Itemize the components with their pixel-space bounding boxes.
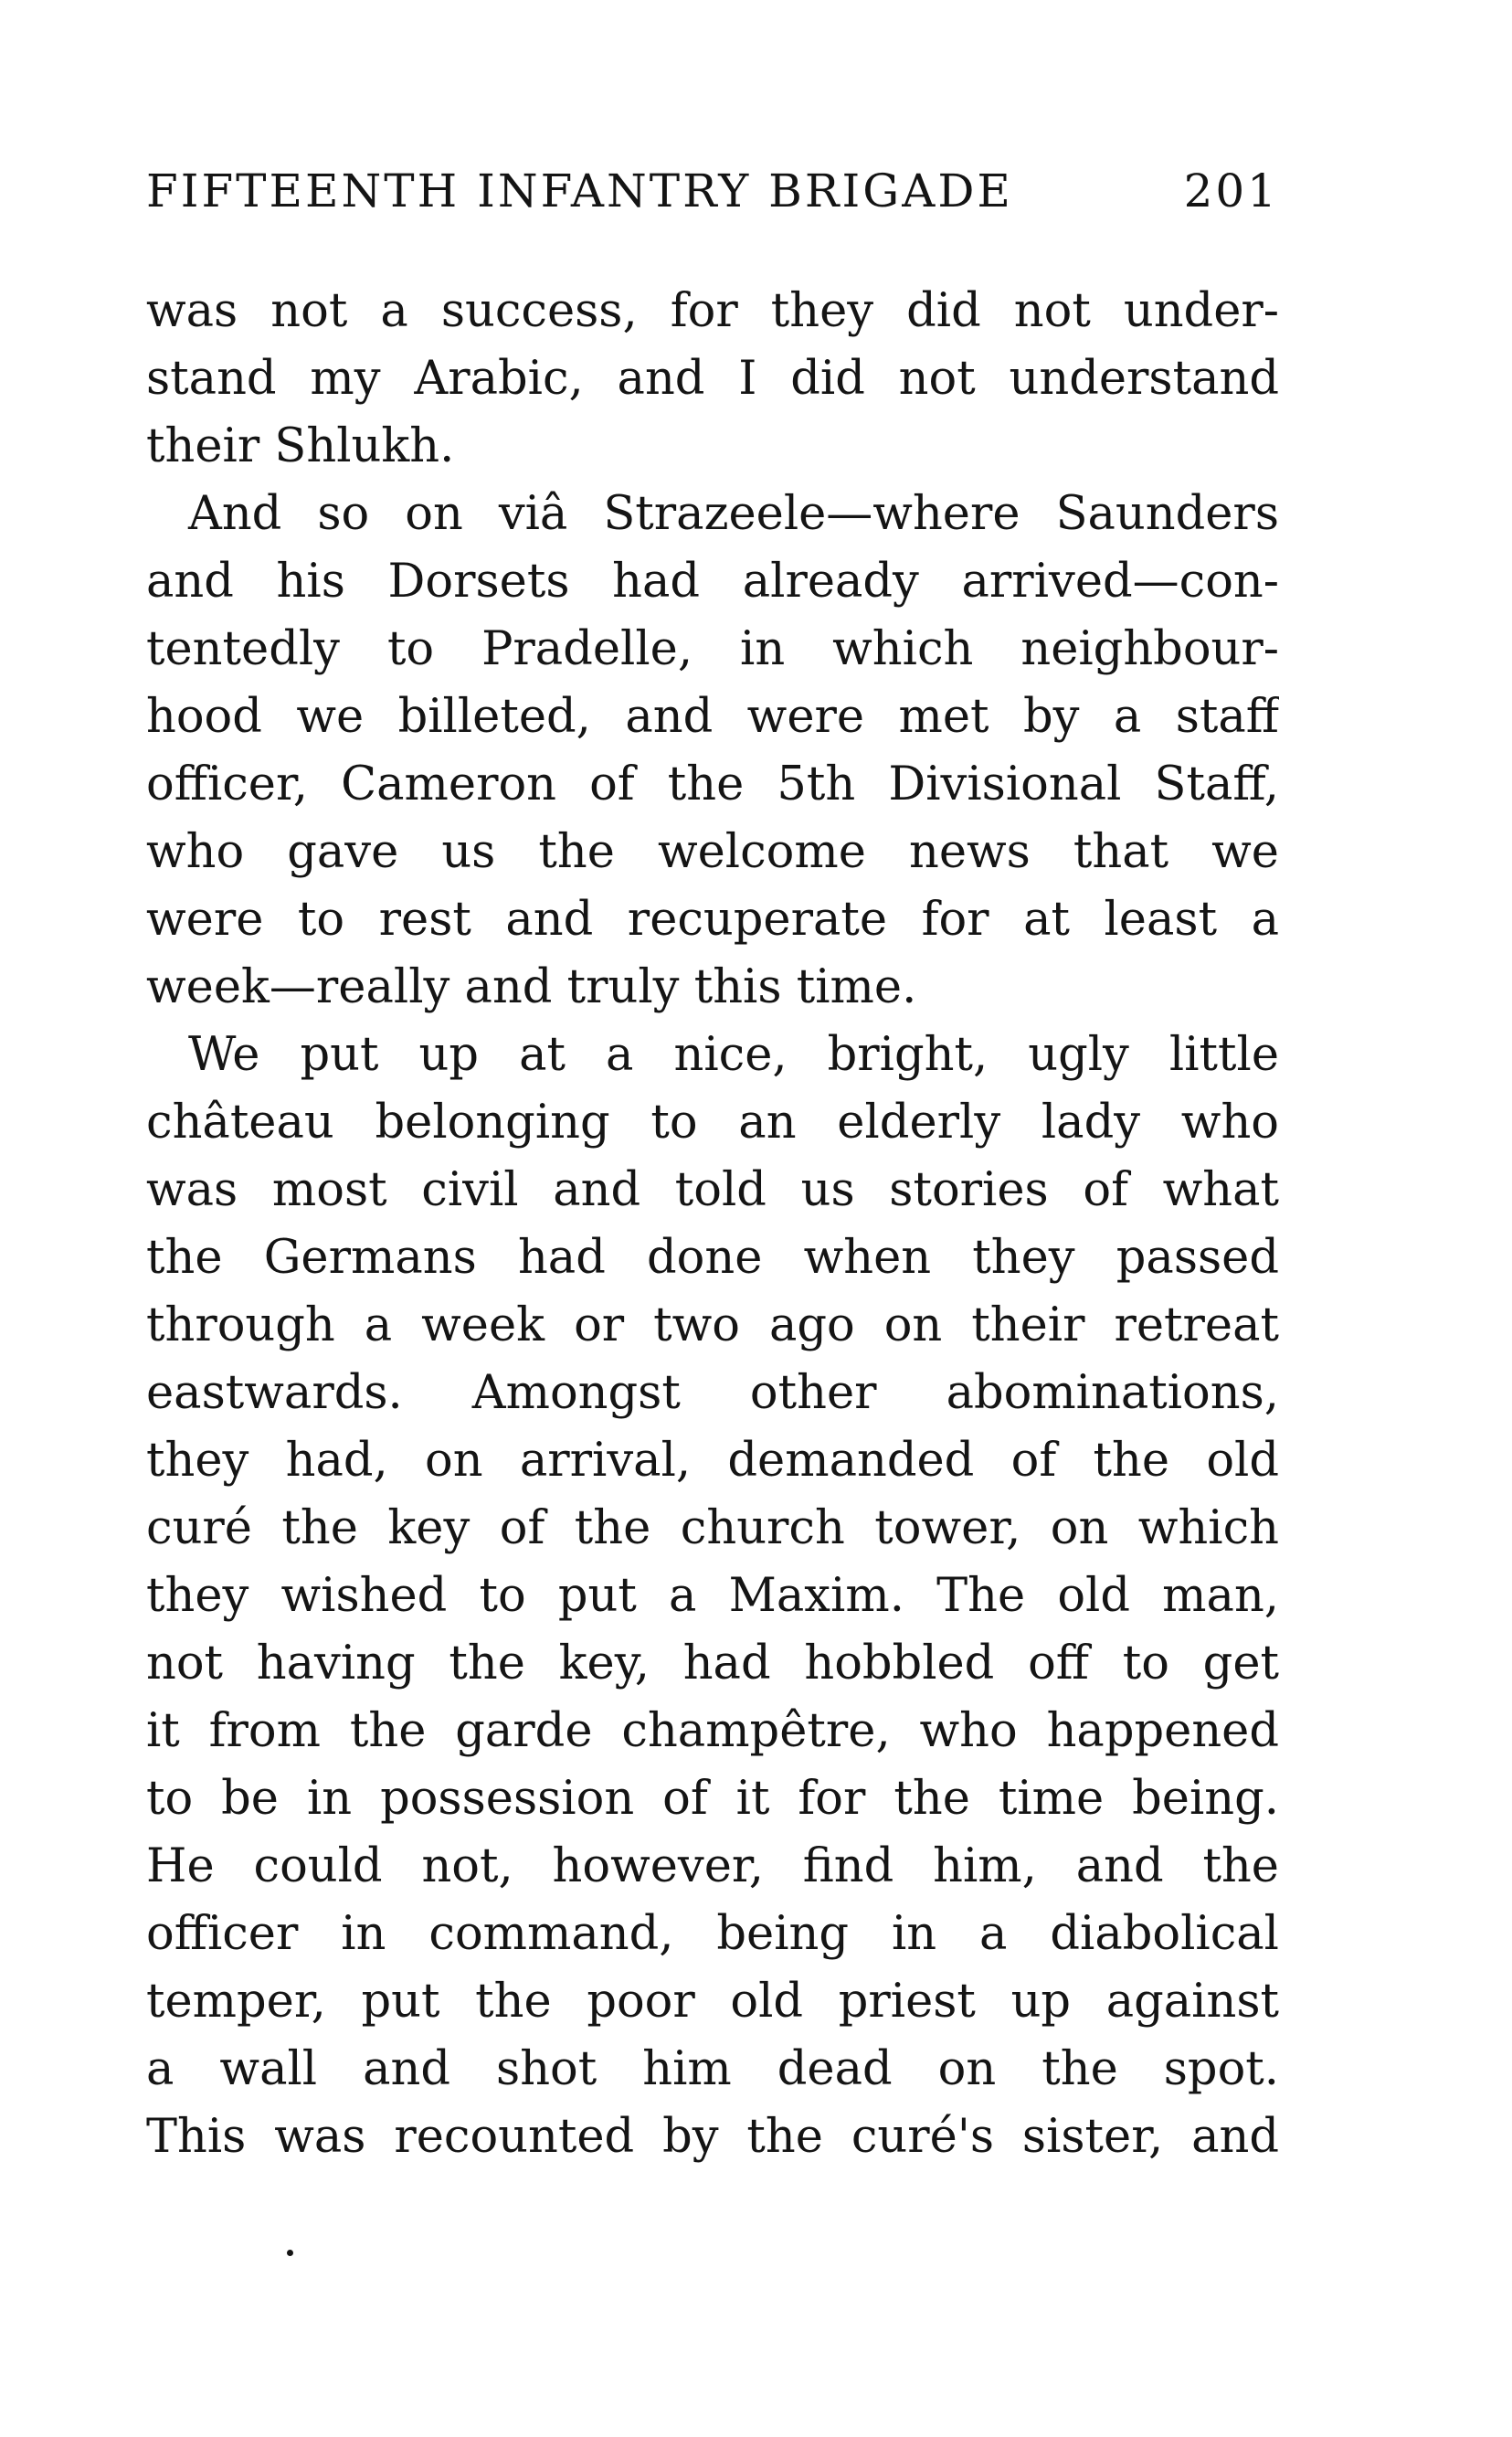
text-line: who gave us the welcome news that we [146,825,1279,879]
signature-mark-dot [287,2250,293,2256]
text-line: hood we billeted, and were met by a staff [146,690,1279,744]
text-line: He could not, however, find him, and the [146,1839,1279,1893]
text-line: We put up at a nice, bright, ugly little [188,1028,1279,1082]
text-line: was most civil and told us stories of what [146,1163,1279,1217]
text-line: This was recounted by the curé's sister, and [146,2110,1279,2164]
text-line: officer, Cameron of the 5th Divisional Staff, [146,758,1279,811]
text-line: were to rest and recuperate for at least a [146,893,1279,947]
text-line: week—really and truly this time. [146,960,917,1014]
page-number: 201 [1183,164,1279,217]
text-line: curé the key of the church tower, on which [146,1501,1279,1555]
body-text [146,278,1279,2171]
text-line: their Shlukh. [146,419,455,473]
text-line: not having the key, had hobbled off to get [146,1637,1279,1690]
text-line: through a week or two ago on their retreat [146,1298,1279,1352]
text-line: was not a success, for they did not under- [146,284,1279,338]
text-line: eastwards. Amongst other abominations, [146,1366,1279,1420]
text-line: a wall and shot him dead on the spot. [146,2042,1279,2096]
text-line: château belonging to an elderly lady who [146,1096,1279,1150]
text-line: temper, put the poor old priest up against [146,1975,1279,2029]
text-line: to be in possession of it for the time being. [146,1772,1279,1826]
text-line: it from the garde champêtre, who happened [146,1704,1279,1758]
text-line: And so on viâ Strazeele—where Saunders [188,487,1279,541]
text-line: and his Dorsets had already arrived—con- [146,555,1279,609]
page-header [146,164,1279,228]
text-line: officer in command, being in a diabolical [146,1907,1279,1961]
running-title: FIFTEENTH INFANTRY BRIGADE [146,164,1013,217]
text-line: they had, on arrival, demanded of the old [146,1434,1279,1488]
text-line: stand my Arabic, and I did not understand [146,352,1279,406]
text-line: tentedly to Pradelle, in which neighbour- [146,622,1279,676]
text-line: they wished to put a Maxim. The old man, [146,1569,1279,1623]
text-line: the Germans had done when they passed [146,1231,1279,1285]
